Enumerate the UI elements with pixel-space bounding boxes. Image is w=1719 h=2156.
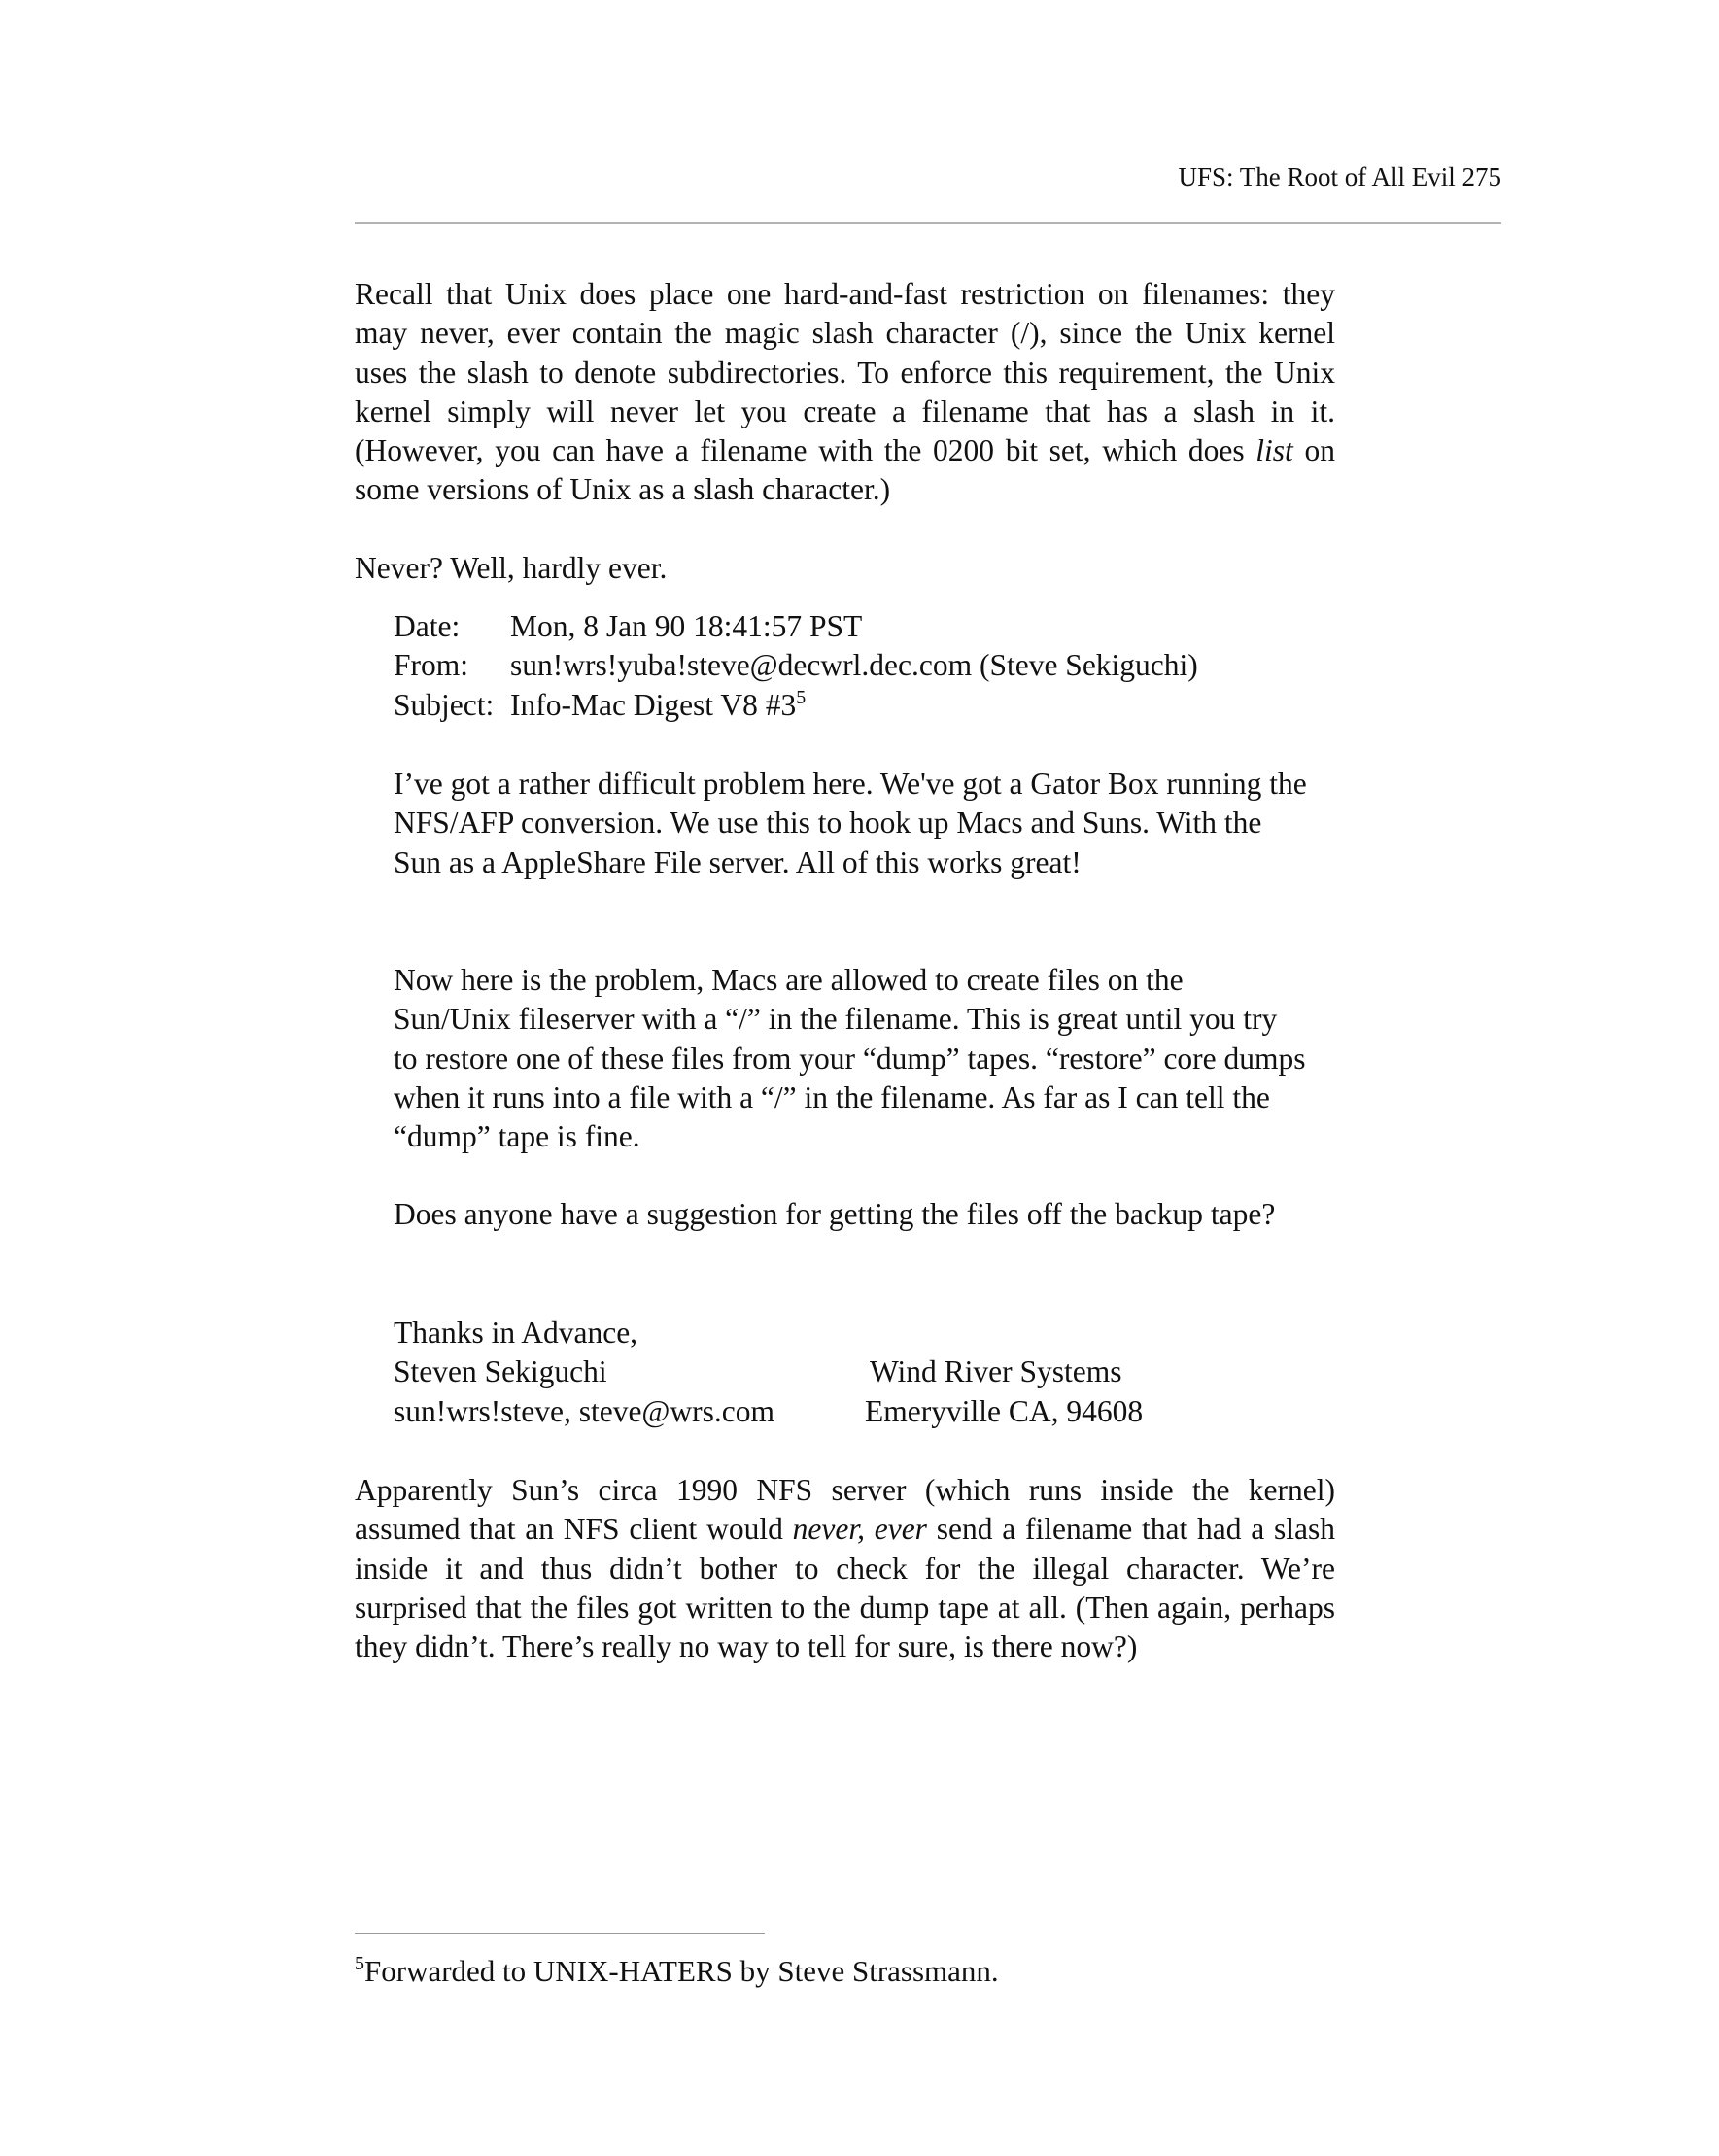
email-date-label: Date:	[394, 609, 461, 643]
signature-closing: Thanks in Advance,	[394, 1316, 638, 1350]
email-para3-text: Does anyone have a suggestion for getting the files off the backup tape?	[394, 1197, 1276, 1231]
body-paragraph-1	[355, 275, 1335, 510]
footnote	[355, 1953, 999, 1990]
email-subject-row	[394, 686, 1307, 725]
p1-text-a: Recall that Unix does place one hard-and-fast restriction on filenames: they may never, ever contain the magic slash character (/), since the Unix kernel uses the slash to denote subdirectories. To enforce this requirement, the Unix kernel simply will never let you create a filename that has a slash in it. (However, you can have a filename with the 0200 bit set, which does	[355, 277, 1335, 468]
header-rule	[355, 222, 1501, 224]
email-date-row	[394, 607, 1307, 646]
running-header: UFS: The Root of All Evil 275	[1178, 162, 1501, 191]
email-subject-label: Subject:	[394, 687, 495, 722]
email-from-label: From:	[394, 648, 469, 683]
footnote-marker: 5	[355, 1953, 364, 1974]
signature-row-2	[394, 1392, 1307, 1431]
p2-text: Never? Well, hardly ever.	[355, 551, 668, 585]
p3-text-a: Apparently Sun’s circa 1990 NFS server (which runs inside the kernel) assumed that an NFS client would	[355, 1473, 1335, 1547]
footnote-rule	[355, 1933, 765, 1934]
footnote-text: Forwarded to UNIX-HATERS by Steve Strassmann.	[364, 1954, 999, 1988]
email-signature	[394, 1314, 1307, 1431]
signature-name: Steven Sekiguchi	[394, 1354, 607, 1389]
p3-text-b: send a filename that had a slash inside it and thus didn’t bother to check for the illegal character. We’re surprised that the files got written to the dump tape at all. (Then again, perhaps they didn’t. There’s really no way to tell for sure, is there now?)	[355, 1512, 1336, 1664]
email-paragraph-1	[394, 765, 1307, 882]
signature-emails: sun!wrs!steve, steve@wrs.com	[394, 1393, 775, 1428]
body-paragraph-3	[355, 1471, 1335, 1666]
p1-italic: list	[1255, 433, 1293, 468]
p3-italic: never, ever	[792, 1512, 927, 1547]
email-subject-value: Info-Mac Digest V8 #3	[510, 687, 797, 722]
email-para2-text: Now here is the problem, Macs are allowed to create files on the Sun/Unix fileserver with a “/” in the filename. This is great until you try to restore one of these files from your “dump” tapes. “restore” core dumps when it runs into a file with a “/” in the filename. As far as I can tell the “dump” tape is fine.	[394, 963, 1306, 1154]
email-paragraph-3	[394, 1195, 1307, 1234]
signature-location: Emeryville CA, 94608	[865, 1393, 1144, 1428]
p1-text-b: on some versions of Unix as a slash character.)	[355, 433, 1335, 507]
footnote-reference: 5	[796, 686, 807, 708]
email-paragraph-2	[394, 961, 1307, 1156]
email-para1-text: I’ve got a rather difficult problem here. We've got a Gator Box running the NFS/AFP conversion. We use this to hook up Macs and Suns. With the Sun as a AppleShare File server. All of this works great!	[394, 767, 1307, 879]
email-from-value: sun!wrs!yuba!steve@decwrl.dec.com (Steve Sekiguchi)	[510, 648, 1198, 683]
signature-row-1	[394, 1352, 1307, 1391]
email-from-row	[394, 646, 1307, 685]
body-paragraph-2	[355, 549, 1335, 588]
email-date-value: Mon, 8 Jan 90 18:41:57 PST	[510, 609, 863, 643]
email-headers	[394, 607, 1307, 725]
signature-company: Wind River Systems	[870, 1354, 1122, 1389]
